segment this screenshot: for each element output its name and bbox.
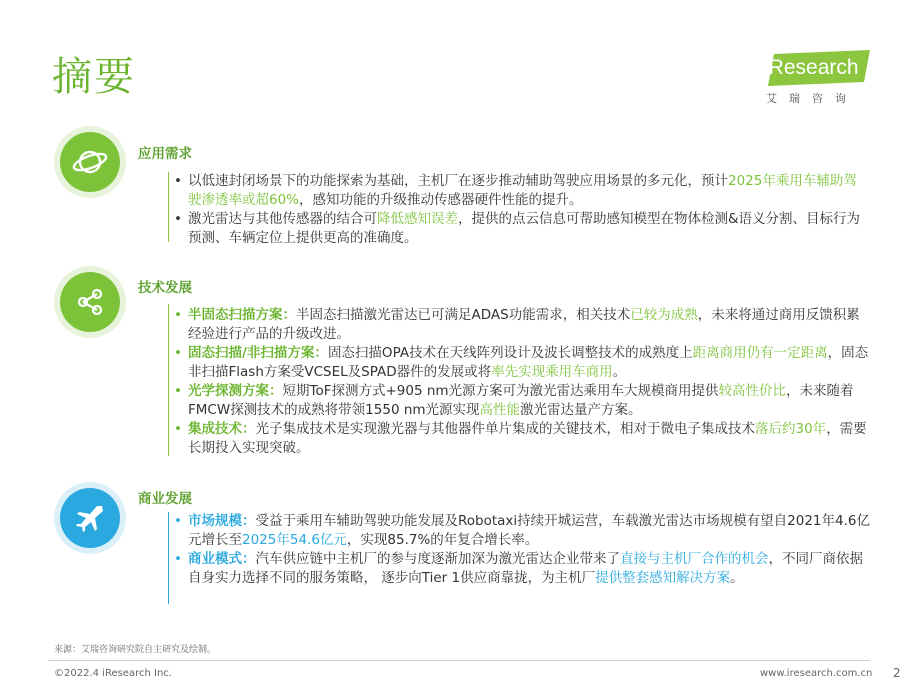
page-number: 2 <box>893 666 901 680</box>
iresearch-logo <box>760 48 876 106</box>
section-divider <box>168 304 169 456</box>
footer-website[interactable]: www.iresearch.com.cn <box>760 668 873 679</box>
section-title-technology: 技术发展 <box>138 280 192 296</box>
bullet-list-business <box>170 512 870 588</box>
logo-brand-text: iResearch <box>764 56 859 79</box>
list-item: • 固态扫描/非扫描方案：固态扫描OPA技术在天线阵列设计及波长调整技术的成熟度上距离商用仍有一定距离，固态非扫描Flash方案受VCSEL及SPAD器件的发展或将率先实现乘用车商用。 <box>170 344 870 382</box>
airplane-icon <box>60 488 120 548</box>
list-item: • 商业模式：汽车供应链中主机厂的参与度逐渐加深为激光雷达企业带来了直接与主机厂合作的机会，不同厂商依据自身实力选择不同的服务策略， 逐步向Tier 1供应商靠拢，为主机厂提供整套感知解决方案。 <box>170 550 870 588</box>
list-item: • 市场规模：受益于乘用车辅助驾驶功能发展及Robotaxi持续开城运营，车载激光雷达市场规模有望自2021年4.6亿元增长至2025年54.6亿元，实现85.7%的年复合增长率。 <box>170 512 870 550</box>
section-divider <box>168 512 169 604</box>
source-note: 来源：艾瑞咨询研究院自主研究及绘制。 <box>54 645 217 655</box>
share-icon <box>60 272 120 332</box>
bullet-list-technology <box>170 306 870 458</box>
bullet-list-application <box>170 172 870 248</box>
section-title-application: 应用需求 <box>138 146 192 162</box>
list-item: • 以低速封闭场景下的功能探索为基础，主机厂在逐步推动辅助驾驶应用场景的多元化，预计2025年乘用车辅助驾驶渗透率或超60%，感知功能的升级推动传感器硬件性能的提升。 <box>170 172 870 210</box>
page-title: 摘要 <box>52 54 136 100</box>
planet-icon <box>60 132 120 192</box>
logo-brand-cn: 艾瑞咨询 <box>766 92 858 105</box>
footer-divider <box>48 660 870 661</box>
list-item: • 集成技术：光子集成技术是实现激光器与其他器件单片集成的关键技术，相对于微电子集成技术落后约30年，需要长期投入实现突破。 <box>170 420 870 458</box>
list-item: • 激光雷达与其他传感器的结合可降低感知误差，提供的点云信息可帮助感知模型在物体检测&语义分割、目标行为预测、车辆定位上提供更高的准确度。 <box>170 210 870 248</box>
list-item: • 光学探测方案：短期ToF探测方式+905 nm光源方案可为激光雷达乘用车大规模商用提供较高性价比，未来随着FMCW探测技术的成熟将带领1550 nm光源实现高性能激光雷达量产方案。 <box>170 382 870 420</box>
list-item: • 半固态扫描方案：半固态扫描激光雷达已可满足ADAS功能需求，相关技术已较为成熟，未来将通过商用反馈积累经验进行产品的升级改进。 <box>170 306 870 344</box>
footer-copyright: ©2022.4 iResearch Inc. <box>54 668 172 679</box>
section-title-business: 商业发展 <box>138 491 192 507</box>
section-divider <box>168 172 169 242</box>
